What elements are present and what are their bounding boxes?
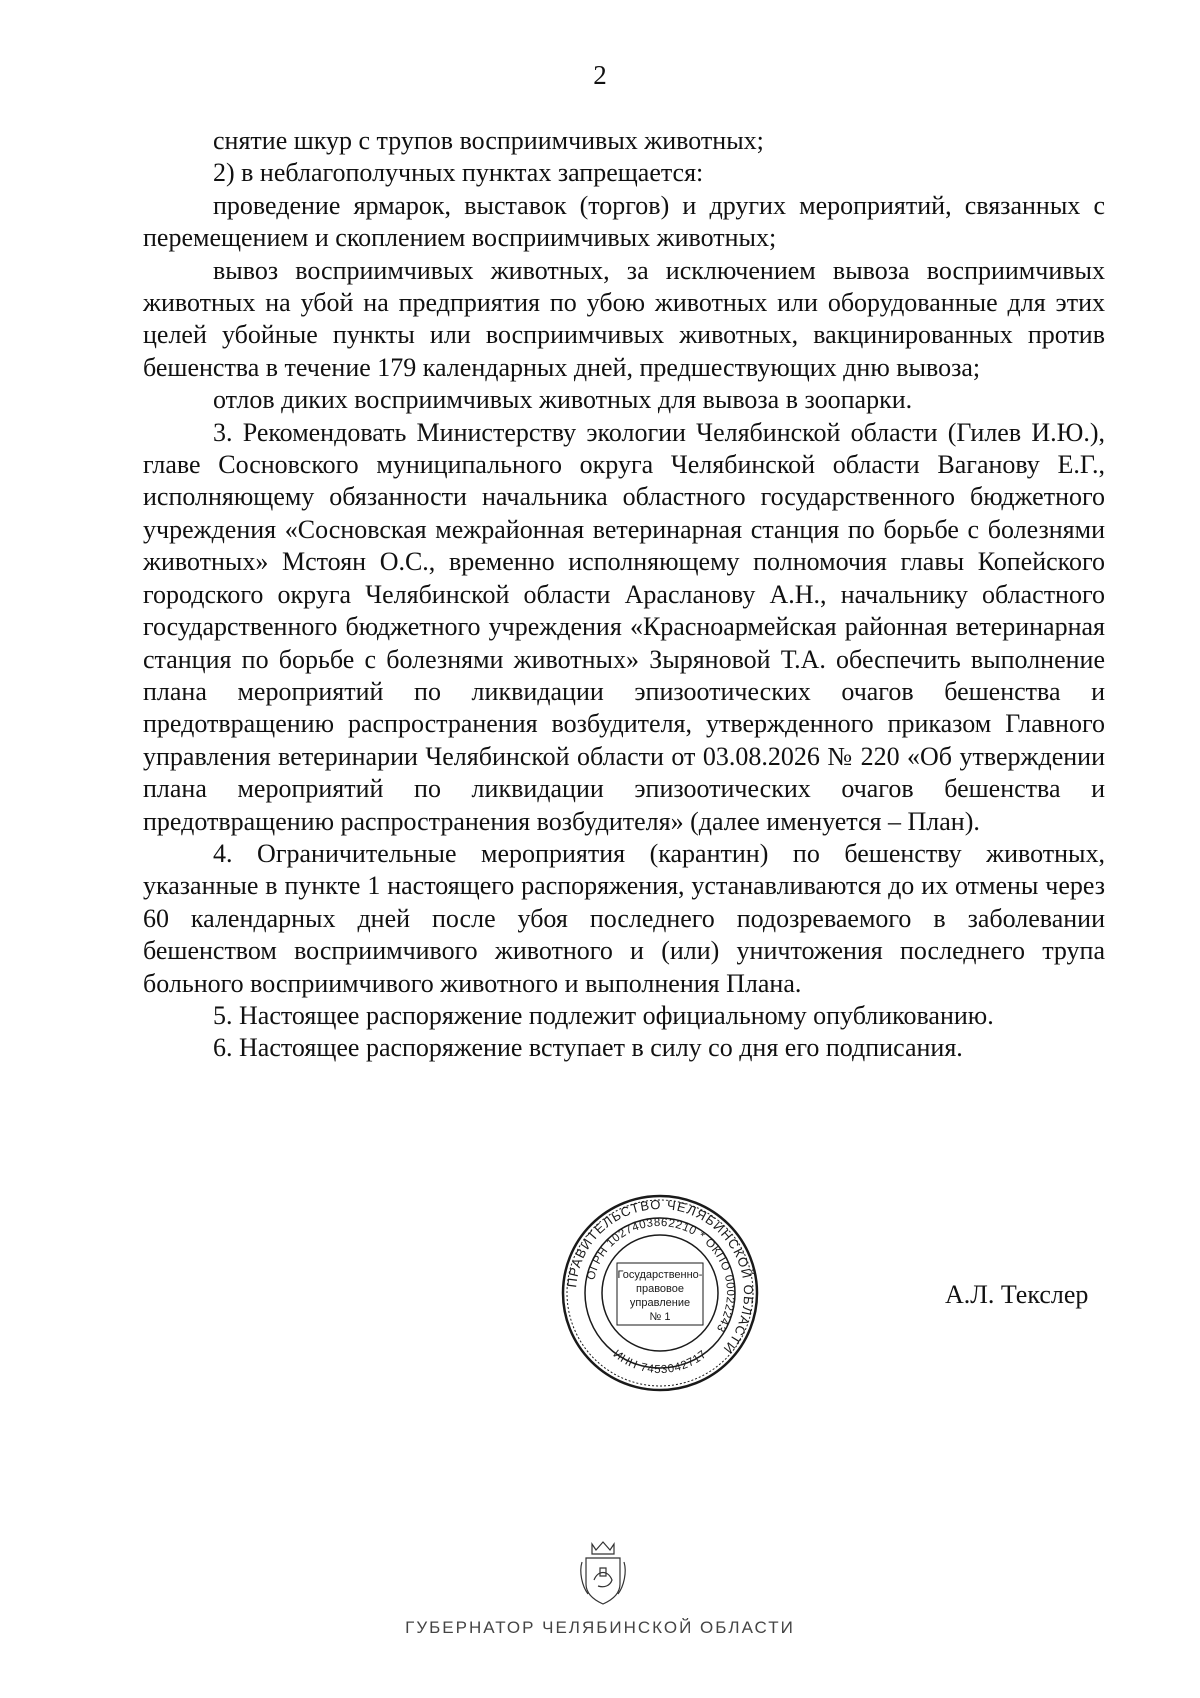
document-body bbox=[143, 125, 1105, 1065]
seal-ogrn-text: ОГРН 1027403862210 * ОКПО 00022243 bbox=[585, 1216, 737, 1335]
seal-center-line: Государственно- bbox=[617, 1269, 703, 1281]
seal-center-line: № 1 bbox=[649, 1311, 671, 1323]
paragraph: отлов диких восприимчивых животных для вывоза в зоопарки. bbox=[213, 385, 913, 415]
paragraph: 5. Настоящее распоряжение подлежит официальному опубликованию. bbox=[213, 1000, 994, 1030]
paragraph: 3. Рекомендовать Министерству экологии Челябинской области (Гилев И.Ю.), главе Сосновского муниципального округа Челябинской области Ваганову Е.Г., исполняющему обязанности начальника областного государственного бюджетного учреждения «Сосновская межрайонная ветеринарная станция по борьбе с болезнями животных» Мстоян О.С., временно исполняющему полномочия главы Копейского городского округа Челябинской области Арасланову А.Н., начальнику областного государственного бюджетного учреждения «Красноармейская районная ветеринарная станция по борьбе с болезнями животных» Зыряновой Т.А. обеспечить выполнение плана мероприятий по ликвидации эпизоотических очагов бешенства и предотвращению распространения возбудителя, утвержденного приказом Главного управления ветеринарии Челябинской области от 03.08.2026 № 220 «Об утверждении плана мероприятий по ликвидации эпизоотических очагов бешенства и предотвращению распространения возбудителя» (далее именуется – План). bbox=[143, 417, 1105, 836]
seal-outer-text: ПРАВИТЕЛЬСТВО ЧЕЛЯБИНСКОЙ ОБЛАСТИ bbox=[564, 1196, 757, 1358]
paragraph: 6. Настоящее распоряжение вступает в силу со дня его подписания. bbox=[213, 1033, 963, 1063]
signatory-name: А.Л. Текслер bbox=[945, 1280, 1089, 1309]
seal-inn-text: ИНН 7453042717 bbox=[610, 1348, 710, 1377]
page-number: 2 bbox=[593, 60, 607, 90]
paragraph: 2) в неблагополучных пунктах запрещается: bbox=[213, 158, 704, 188]
footer-authority-title: ГУБЕРНАТОР ЧЕЛЯБИНСКОЙ ОБЛАСТИ bbox=[405, 1618, 795, 1637]
chelyabinsk-coat-of-arms-icon bbox=[578, 1540, 628, 1606]
paragraph: проведение ярмарок, выставок (торгов) и других мероприятий, связанных с перемещением и скоплением восприимчивых животных; bbox=[143, 190, 1105, 253]
paragraph: снятие шкур с трупов восприимчивых животных; bbox=[213, 126, 764, 155]
official-seal-icon bbox=[560, 1193, 760, 1393]
seal-center-line: управление bbox=[629, 1297, 691, 1309]
seal-center-line: правовое bbox=[636, 1283, 684, 1295]
paragraph: вывоз восприимчивых животных, за исключением вывоза восприимчивых животных на убой на предприятия по убою животных или оборудованные для этих целей убойные пункты или восприимчивых животных, вакцинированных против бешенства в течение 179 календарных дней, предшествующих дню вывоза; bbox=[143, 255, 1105, 382]
paragraph: 4. Ограничительные мероприятия (карантин) по бешенству животных, указанные в пункте 1 настоящего распоряжения, устанавливаются до их отмены через 60 календарных дней после убоя последнего подозреваемого в заболевании бешенством восприимчивого животного и (или) уничтожения последнего трупа больного восприимчивого животного и выполнения Плана. bbox=[143, 838, 1105, 998]
